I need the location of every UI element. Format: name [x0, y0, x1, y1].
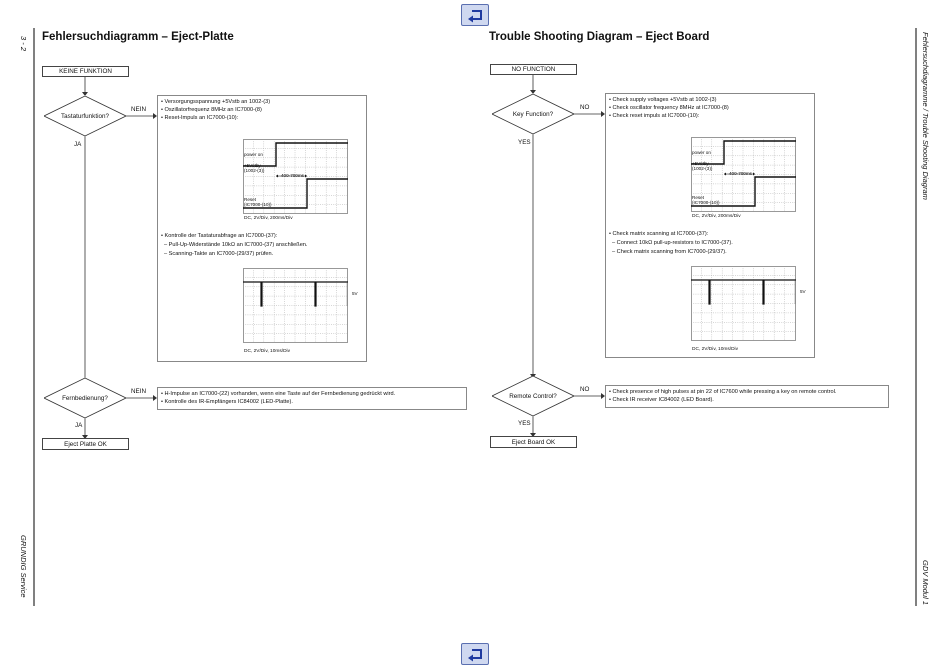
no-label-1-de: NEIN: [131, 106, 147, 113]
page-title-de: Fehlersuchdiagramm – Eject-Platte: [42, 31, 234, 43]
scope-caption: DC, 2V/Div, 200ms/Div: [244, 216, 293, 221]
oscilloscope-scanning-en: [691, 266, 796, 341]
decision-key-en: [492, 94, 574, 134]
no-label-1-en: NO: [580, 104, 590, 111]
scope-label: (1002-(3)): [244, 168, 265, 173]
end-label-de: Eject Platte OK: [64, 440, 107, 448]
scope-label: 400-700ms: [729, 171, 752, 176]
end-label-en: Eject Board OK: [511, 438, 556, 446]
yes-label-1-de: JA: [74, 141, 82, 148]
decision-key-label-en: Key Function?: [512, 110, 554, 118]
scope-label: power on: [692, 150, 711, 155]
check-item: • Check oscillator frequency 8MHz at IC7000-(8): [609, 105, 729, 111]
decision-remote-label-de: Fernbedienung?: [62, 394, 108, 402]
check-item: • Oszillatorfrequenz 8MHz an IC7000-(8): [161, 107, 262, 113]
scope-label: (IC7000-(10)): [244, 202, 272, 207]
no-label-2-de: NEIN: [131, 388, 147, 395]
scope-caption: DC, 2V/Div, 10ms/Div: [244, 349, 291, 354]
scope-label: Reset: [692, 195, 705, 200]
check-item: • Reset-Impuls an IC7000-(10):: [161, 115, 239, 121]
check-item: • Kontrolle des IR-Empfängers IC84002 (LED-Platte).: [161, 399, 293, 405]
no-label-2-en: NO: [580, 386, 590, 393]
start-label-en: NO FUNCTION: [511, 66, 556, 73]
check-item: • Check IR receiver IC84002 (LED Board).: [609, 397, 714, 403]
yes-label-2-en: YES: [518, 420, 531, 427]
scope-caption: DC, 2V/Div, 200ms/Div: [692, 214, 741, 219]
check-item: • Versorgungsspannung +5Vstb an 1002-(3): [161, 99, 271, 105]
scope-label: (IC7000-(10)): [692, 200, 720, 205]
check-panel-2-en: [605, 385, 889, 408]
check-item: – Pull-Up-Widerstände 10kΩ an IC7000-(37) anschließen.: [164, 242, 308, 248]
page-title-en: Trouble Shooting Diagram – Eject Board: [489, 31, 710, 43]
scope-label: +5Vstby: [244, 163, 261, 168]
check-item: • H-Impulse an IC7000-(22) vorhanden, wenn eine Taste auf der Fernbedienung gedrückt wird.: [161, 391, 396, 397]
model-label: GDV Modul 1: [921, 560, 930, 606]
brand-label: GRUNDIG Service: [19, 535, 28, 598]
check-item: • Kontrolle der Tastaturabfrage an IC7000-(37):: [161, 233, 278, 239]
yes-label-2-de: JA: [75, 422, 83, 429]
scope-label: 400-700ms: [281, 173, 304, 178]
scope-label: 5V: [800, 289, 806, 294]
check-item: – Check matrix scanning from IC7000-(29/37).: [612, 249, 727, 255]
check-item: – Scanning-Takte an IC7000-(29/37) prüfen.: [164, 251, 274, 257]
decision-remote-label-en: Remote Control?: [509, 392, 557, 400]
check-item: • Check reset impuls at IC7000-(10):: [609, 113, 700, 119]
page-number: 3 - 2: [19, 36, 28, 52]
scope-caption: DC, 2V/Div, 10ms/Div: [692, 347, 739, 352]
check-item: – Connect 10kΩ pull-up-resistors to IC7000-(37).: [612, 240, 733, 246]
check-panel-1-en: [605, 93, 815, 358]
section-label: Fehlersuchdiagramme / Trouble Shooting Diagram: [921, 32, 930, 200]
yes-label-1-en: YES: [518, 139, 531, 146]
start-label-de: KEINE FUNKTION: [59, 68, 112, 75]
scope-label: power on: [244, 152, 263, 157]
check-item: • Check presence of high pulses at pin 22 of IC7600 while pressing a key on remote control.: [609, 389, 837, 395]
check-item: • Check supply voltages +5Vstb at 1002-(3): [609, 97, 717, 103]
scope-label: +5Vstby: [692, 161, 709, 166]
check-item: • Check matrix scanning at IC7000-(37):: [609, 231, 709, 237]
start-box-en: [490, 64, 577, 75]
decision-keyboard-label-de: Tastaturfunktion?: [61, 112, 109, 120]
scope-label: Reset: [244, 197, 257, 202]
scope-label: (1002-(3)): [692, 166, 713, 171]
scope-label: 5V: [352, 291, 358, 296]
end-box-en: [490, 436, 577, 448]
decision-remote-en: [492, 376, 574, 416]
